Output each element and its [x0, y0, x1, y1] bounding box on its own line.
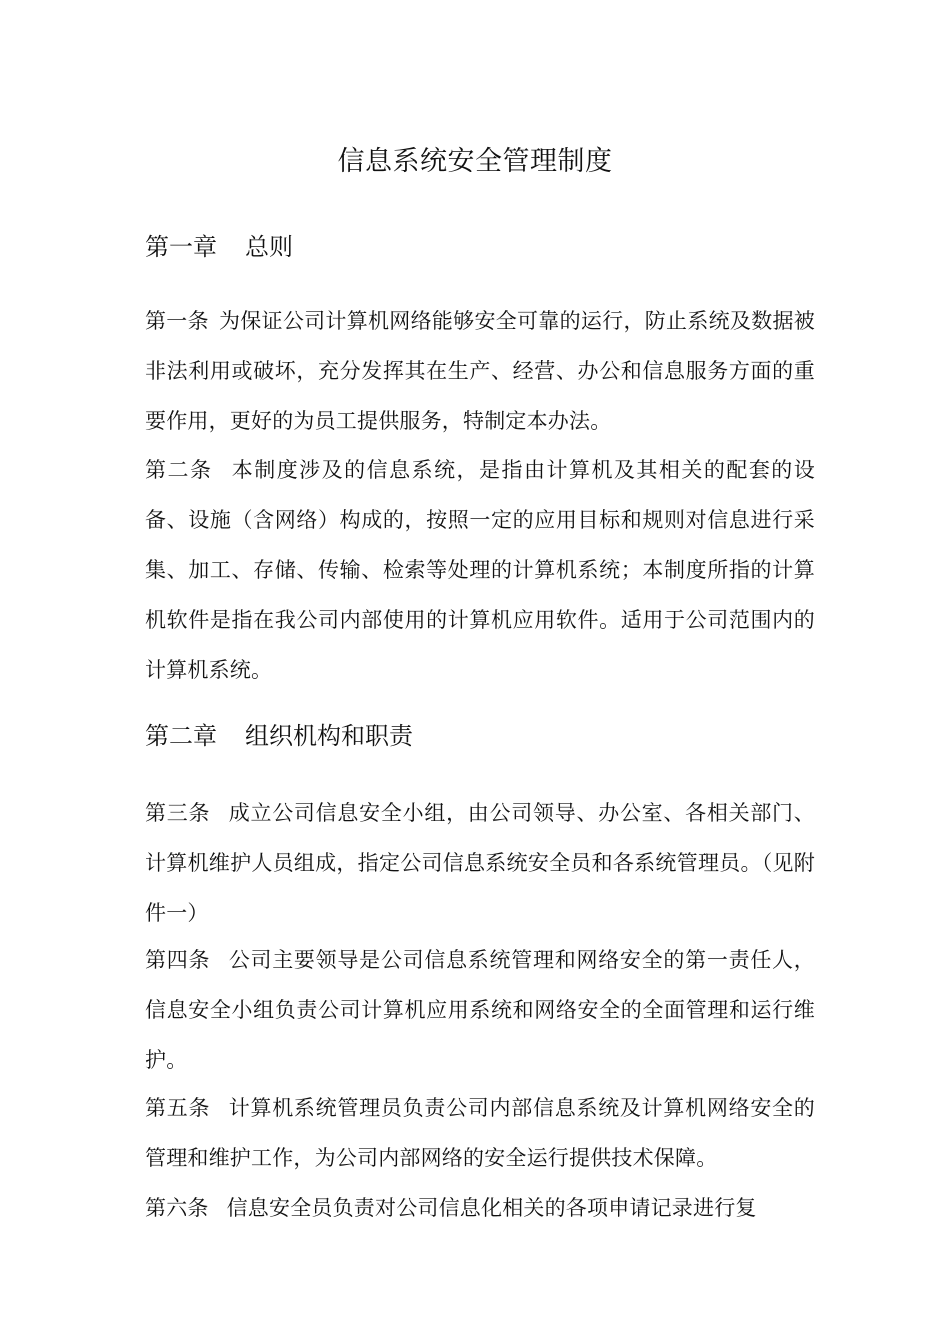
- article-label: 第三条: [145, 801, 211, 825]
- article-text: 计算机系统管理员负责公司内部信息系统及计算机网络安全的管理和维护工作，为公司内部网络的安全运行提供技术保障。: [145, 1096, 815, 1170]
- article-label: 第四条: [145, 948, 211, 972]
- article-label: 第六条: [145, 1196, 209, 1220]
- document-title: 信息系统安全管理制度: [337, 146, 613, 177]
- article-text: 为保证公司计算机网络能够安全可靠的运行，防止系统及数据被非法利用或破坏，充分发挥其在生产、经营、办公和信息服务方面的重要作用，更好的为员工提供服务，特制定本办法。: [145, 309, 815, 433]
- chapter-heading-2: [145, 714, 825, 758]
- article-1: [145, 296, 815, 446]
- chapter-heading-1: [145, 225, 825, 269]
- article-text: 成立公司信息安全小组，由公司领导、办公室、各相关部门、计算机维护人员组成，指定公司信息系统安全员和各系统管理员。（见附件一）: [145, 801, 815, 925]
- chapter-name: 总则: [245, 233, 293, 261]
- article-6: [145, 1183, 815, 1233]
- article-label: 第一条: [145, 309, 209, 333]
- article-text: 本制度涉及的信息系统，是指由计算机及其相关的配套的设备、设施（含网络）构成的，按照一定的应用目标和规则对信息进行采集、加工、存储、传输、检索等处理的计算机系统；本制度所指的计算机软件是指在我公司内部使用的计算机应用软件。适用于公司范围内的计算机系统。: [145, 458, 815, 682]
- article-2: [145, 445, 815, 695]
- article-label: 第五条: [145, 1096, 211, 1120]
- article-5: [145, 1083, 815, 1183]
- article-4: [145, 935, 815, 1085]
- chapter-label: 第一章: [145, 233, 217, 261]
- article-text: 公司主要领导是公司信息系统管理和网络安全的第一责任人，信息安全小组负责公司计算机应用系统和网络安全的全面管理和运行维护。: [145, 948, 815, 1072]
- chapter-label: 第二章: [145, 722, 217, 750]
- article-3: [145, 788, 815, 938]
- article-text: 信息安全员负责对公司信息化相关的各项申请记录进行复: [226, 1196, 757, 1220]
- article-label: 第二条: [145, 458, 213, 482]
- chapter-name: 组织机构和职责: [245, 722, 413, 750]
